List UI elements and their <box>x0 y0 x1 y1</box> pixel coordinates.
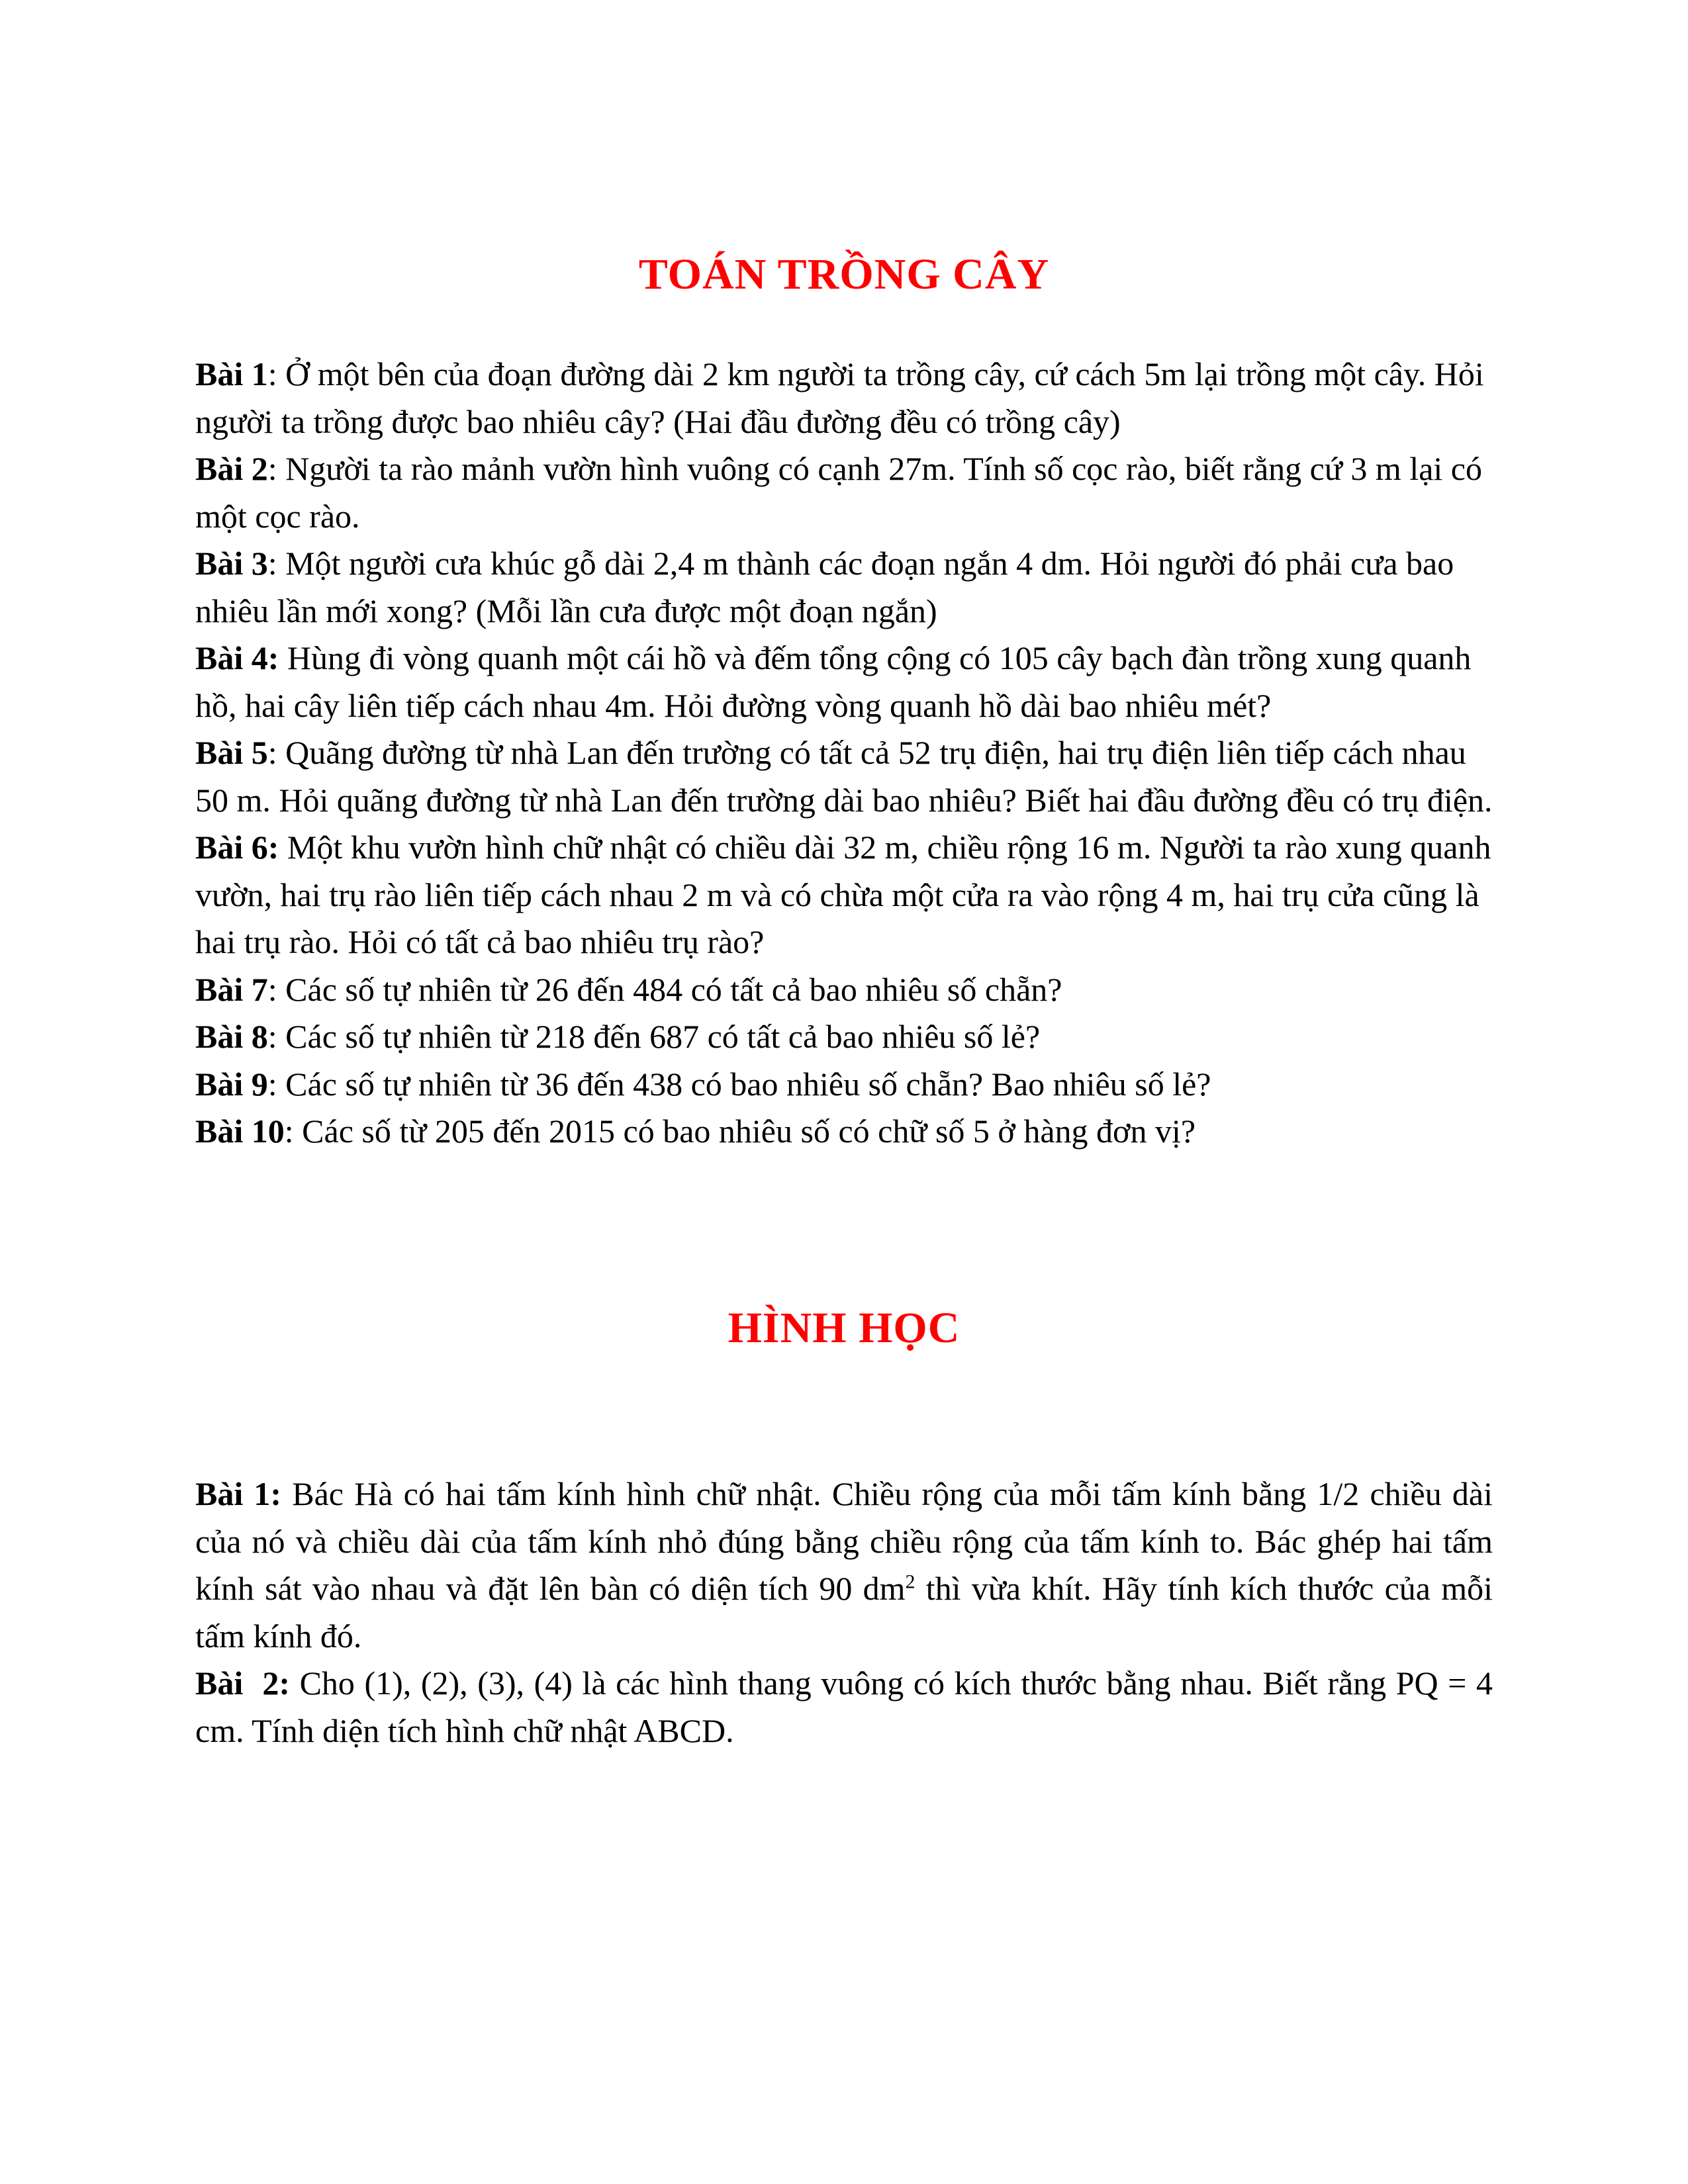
superscript-exponent: 2 <box>905 1570 915 1593</box>
problem-list-geometry <box>195 1471 1493 1754</box>
problem-text: Quãng đường từ nhà Lan đến trường có tất cả 52 trụ điện, hai trụ điện liên tiếp cách nhau 50 m. Hỏi quãng đường từ nhà Lan đến trường dài bao nhiêu? Biết hai đầu đường đều có trụ điện. <box>195 734 1493 819</box>
problem-text: Các số tự nhiên từ 26 đến 484 có tất cả bao nhiêu số chẵn? <box>277 970 1062 1008</box>
problem-text: Cho (1), (2), (3), (4) là các hình thang vuông có kích thước bằng nhau. Biết rằng PQ = 4 cm. Tính diện tích hình chữ nhật ABCD. <box>195 1664 1493 1749</box>
problem-label-sep: : <box>267 355 277 392</box>
problem-list-tree-planting <box>195 351 1493 1156</box>
problem-label: Bài 1: <box>195 1475 282 1512</box>
problem-text: Các số tự nhiên từ 218 đến 687 có tất cả bao nhiêu số lẻ? <box>277 1018 1041 1055</box>
problem-5 <box>195 729 1493 824</box>
problem-label-sep: : <box>267 970 277 1008</box>
problem-2 <box>195 445 1493 540</box>
problem-8 <box>195 1013 1493 1061</box>
problem-6 <box>195 824 1493 966</box>
problem-4 <box>195 635 1493 729</box>
problem-label: Bài 7 <box>195 970 268 1008</box>
problem-7 <box>195 966 1493 1014</box>
problem-label: Bài 5 <box>195 734 268 771</box>
problem-label: Bài 6: <box>195 829 279 866</box>
problem-label-sep: : <box>267 450 277 487</box>
section-title-geometry: HÌNH HỌC <box>727 1304 961 1352</box>
problem-label-sep: : <box>267 734 277 771</box>
problem-text: Các số tự nhiên từ 36 đến 438 có bao nhiêu số chẵn? Bao nhiêu số lẻ? <box>277 1065 1211 1103</box>
problem-text: Ở một bên của đoạn đường dài 2 km người ta trồng cây, cứ cách 5m lại trồng một cây. Hỏi người ta trồng được bao nhiêu cây? (Hai đầu đường đều có trồng cây) <box>195 355 1484 440</box>
problem-label: Bài 3 <box>195 545 268 582</box>
problem-text-continued: thì vừa khít. Hãy tính kích thước của mỗi tấm kính đó. <box>195 1570 1493 1655</box>
problem-text: Các số từ 205 đến 2015 có bao nhiêu số có chữ số 5 ở hàng đơn vị? <box>293 1113 1196 1150</box>
problem-label: Bài 10 <box>195 1113 285 1150</box>
problem-3 <box>195 540 1493 635</box>
problem-text: Một khu vườn hình chữ nhật có chiều dài 32 m, chiều rộng 16 m. Người ta rào xung quanh vườn, hai trụ rào liên tiếp cách nhau 2 m và có chừa một cửa ra vào rộng 4 m, hai trụ cửa cũng là hai trụ rào. Hỏi có tất cả bao nhiêu trụ rào? <box>195 829 1491 960</box>
problem-label: Bài 1 <box>195 355 268 392</box>
geometry-problem-1 <box>195 1471 1493 1660</box>
problem-label-sep: : <box>284 1113 294 1150</box>
problem-label: Bài 9 <box>195 1065 268 1103</box>
problem-label: Bài 4: <box>195 639 279 676</box>
problem-9 <box>195 1061 1493 1109</box>
problem-label-sep: : <box>267 1018 277 1055</box>
problem-label: Bài 2: <box>195 1664 291 1702</box>
section-title-tree-planting: TOÁN TRỒNG CÂY <box>638 250 1050 298</box>
problem-1 <box>195 351 1493 445</box>
problem-text: Hùng đi vòng quanh một cái hồ và đếm tổng cộng có 105 cây bạch đàn trồng xung quanh hồ, hai cây liên tiếp cách nhau 4m. Hỏi đường vòng quanh hồ dài bao nhiêu mét? <box>195 639 1472 724</box>
problem-text: Một người cưa khúc gỗ dài 2,4 m thành các đoạn ngắn 4 dm. Hỏi người đó phải cưa bao nhiêu lần mới xong? (Mỗi lần cưa được một đoạn ngắn) <box>195 545 1454 629</box>
problem-text: Người ta rào mảnh vườn hình vuông có cạnh 27m. Tính số cọc rào, biết rằng cứ 3 m lại có một cọc rào. <box>195 450 1482 535</box>
geometry-problem-2 <box>195 1660 1493 1754</box>
problem-text: Bác Hà có hai tấm kính hình chữ nhật. Chiều rộng của mỗi tấm kính bằng 1/2 chiều dài của nó và chiều dài của tấm kính nhỏ đúng bằng chiều rộng của tấm kính to. Bác ghép hai tấm kính sát vào nhau và đặt lên bàn có diện tích 90 dm <box>195 1475 1493 1607</box>
problem-label: Bài 8 <box>195 1018 268 1055</box>
problem-label-sep: : <box>267 1065 277 1103</box>
problem-label: Bài 2 <box>195 450 268 487</box>
problem-10 <box>195 1108 1493 1156</box>
problem-label-sep: : <box>267 545 277 582</box>
